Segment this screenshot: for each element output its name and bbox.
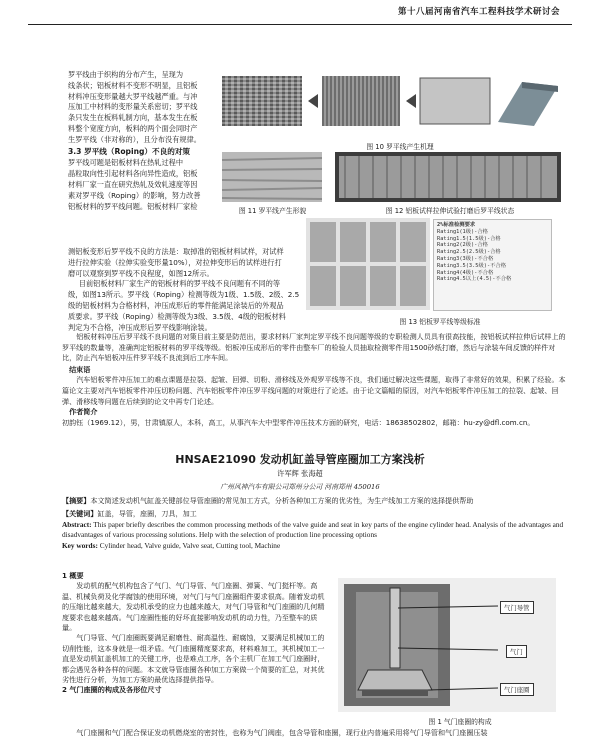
keywords-cn: 缸盖，导管，座圈，刀具，加工 xyxy=(97,508,197,518)
figure-10-illustration xyxy=(222,72,562,130)
text-line: 线条状；铝板材料不变形不明显，且铝板 xyxy=(68,80,198,90)
paper2-body-left xyxy=(62,571,330,696)
keywords-en: Cylinder head, Valve guide, Valve seat, Cutting tool, Machine xyxy=(99,540,281,550)
rating-line: Rating4(4级)-不合格 xyxy=(437,269,494,276)
figure-12-photo xyxy=(335,152,561,202)
text-line: 目前铝板材料厂家生产的铝板材料的罗平线不良问题有不同的等 xyxy=(78,279,281,289)
section-2-heading: 2 气门座圈的构成及各形位尺寸 xyxy=(62,685,162,695)
abstract-cn-label: 【摘要】 xyxy=(62,496,91,505)
author-intro-heading: 作者简介 xyxy=(69,407,98,417)
section-3-3-heading: 3.3 罗平线（Roping）不良的对策 xyxy=(68,146,190,156)
text-line: 级，如图13所示。罗平线（Roping）检测等级为1级、1.5级、2级、2.5 xyxy=(68,290,300,300)
paper2-abstract-block xyxy=(62,496,566,551)
text-line: 测铝板变形后罗平线不良的方法是：取掉准的铝板材料试样，对试样 xyxy=(68,247,284,256)
section-1-heading: 1 概要 xyxy=(62,571,84,580)
figure-11-photo xyxy=(222,152,322,202)
conclusion-heading: 结束语 xyxy=(69,364,91,374)
section-1-paragraph-2: 气门导管、气门座圈既要满足耐磨性、耐高温性、耐腐蚀，又要满足机械加工的切削性能，这本身就是一组矛盾。气门座圈精度要求高，材料难加工，其机械加工一直是发动机缸盖机加工的关键工序，也是难点工序，各个主机厂在加工气门座圈时，都会遇见各种各样的问题。本文就导管座圈各种加工方案做一个简要的汇总，对其优劣性进行分析，为加工方案的最优选择提供指导。 xyxy=(62,633,325,685)
text-line: 质要求。罗平线（Roping）检测等级为3级、3.5级、4级的铝板材料 xyxy=(68,311,286,321)
paper1-closing xyxy=(62,332,566,428)
text-line: 判定为不合格，冲压成形后罗平线影响涂装。 xyxy=(68,322,212,332)
tensile-specimens-image xyxy=(335,152,561,202)
section-1-paragraph-1: 发动机的配气机构包含了气门、气门导管、气门座圈、弹簧、气门挺杆等。高温、机械负荷及化学腐蚀的使用环境，对气门与气门座圈组件要求很高。随着发动机的压缩比越来越大，发动机承受的应力也越来越大，对气门导管和气门座圈的几何精度要求也越来越高。气门座圈性能的好坏直接影响发动机的动力性，乃至整车的质量。 xyxy=(62,581,325,633)
paper2-affiliation: 广州风神汽车有限公司郑州分公司 河南郑州 450016 xyxy=(220,483,380,491)
rating-line: Rating3(3级)-不合格 xyxy=(437,255,494,262)
conference-title: 第十八届河南省汽车工程科技学术研讨会 xyxy=(397,7,560,17)
rating-line: Rating2(2级)-合格 xyxy=(437,242,488,249)
paper1-wide-lines xyxy=(68,247,300,333)
text-line: 生罗平线（非对称的），且分布没有规律。 xyxy=(68,134,201,144)
rating-standard-box xyxy=(433,219,552,311)
text-line: 罗平线由于织构的分布产生，呈现为 xyxy=(68,70,184,79)
paper2-title: HNSAE21090 发动机缸盖导管座圈加工方案浅析 xyxy=(175,453,425,466)
section-2-paragraph-1: 气门座圈和气门配合保证发动机燃烧室的密封性，也称为气门阀座，包含导管和座圈，现行业内普遍采用将气门导管和气门座圈压装 xyxy=(76,728,488,737)
paragraph: 铝板材料冲压后罗平线不良问题的对策目前主要是防范出，要求材料厂家判定罗平线不良问题等级的专职检测人员具有很高技能，按铝板试样拉伸后试样上的罗平线的数量等，准确判定铝板材料的罗平线等级。铝板冲压成形后的零件由整车厂的检验人员抽取检测零件用1500砂纸打磨，然后与涂装车间反馈的样件对比，防止汽车铝板冲压件罗平线不良流到后工序车间。 xyxy=(62,332,566,363)
author-intro-text: 初韵钰（1969.12），男，甘肃镇原人，本科，高工，从事汽车大中型零件冲压技术方面的研究，电话：18638502802，邮箱：hu-zy@dfl.com.cn。 xyxy=(62,417,535,427)
text-line: 铝板材料的罗平线问题。铝板材料厂家检 xyxy=(68,201,198,211)
rating-samples-image xyxy=(306,218,430,310)
paper2-authors: 许军辉 张海超 xyxy=(277,469,323,478)
rating-line: Rating3.5(3.5级)-不合格 xyxy=(437,262,507,269)
paper1-left-column xyxy=(68,70,216,212)
keywords-cn-label: 【关键词】 xyxy=(62,508,98,518)
keywords-en-label: Key words: xyxy=(62,540,98,550)
text-line: 磨可以观察到罗平线不良程度，如图12所示。 xyxy=(68,268,214,278)
figure-13-caption: 图 13 铝板罗平线等级标准 xyxy=(399,318,481,326)
rating-line: Rating4.5以上(4.5)-不合格 xyxy=(437,276,512,283)
label-valve-guide: 气门导管 xyxy=(500,601,534,614)
text-line: 料整个宽度方向，板料的两个面会同时产 xyxy=(68,123,198,133)
conclusion-paragraph: 汽车铝板零件冲压加工的难点课题是拉裂、起皱、回弹、切粉、滑移线及外观罗平线等不良，我们通过解决这些课题，取得了非常好的效果，积累了经验。本篇论文主要对汽车铝板零件冲压切粉问题、汽车铝板零件冲压罗平线问题的对策进行了论述。由于论文篇幅的原因，对汽车铝板零件冲压加工的拉裂、起皱、回弹、滑移线等问题在后续到的论文中再专门论述。 xyxy=(62,375,566,406)
figure-12-caption: 图 12 铝板试样拉伸试验打磨后罗平线状态 xyxy=(385,207,515,215)
text-line: 晶粒取向性引起材料各向异性造成，铝板 xyxy=(68,169,198,179)
roping-surface-image xyxy=(222,152,322,202)
header-rule xyxy=(28,24,572,25)
figure-1-caption: 图 1 气门座圈的构成 xyxy=(428,718,492,726)
label-valve: 气门 xyxy=(506,645,527,658)
text-line: 罗平线可题是铝板材料在热轧过程中 xyxy=(68,158,184,168)
text-line: 素对罗平线（Roping）的影响，努力改善 xyxy=(68,190,201,200)
abstract-cn: 本文简述发动机气缸盖关键部位导管座圈的常见加工方式，分析各种加工方案的优劣性，为生产线加工方案的选择提供帮助 xyxy=(90,496,474,505)
text-line: 压加工中材料的变形量关系密切；罗平线 xyxy=(68,102,198,112)
text-line: 材料厂家一直在研究热轧及效轧速度等因 xyxy=(68,179,198,189)
rating-header: 2%标准检测要求 xyxy=(437,222,476,228)
text-line: 条只发生在板料轧制方向，基本发生在板 xyxy=(68,113,198,123)
text-line: 级的铝板材料为合格材料，冲压成形后的零件能满足涂装后的外观品 xyxy=(68,300,284,310)
rating-line: Rating2.5(2.5级)-合格 xyxy=(437,249,501,256)
text-line: 进行拉伸实验（拉伸实验变形量10%），对拉伸变形后的试样进行打 xyxy=(68,257,282,267)
rating-line: Rating1.5(1.5级)-合格 xyxy=(437,235,501,242)
figure-10-mechanism xyxy=(222,72,562,130)
figure-11-caption: 图 11 罗平线产生形貌 xyxy=(238,207,307,215)
text-line: 材料冲压变形量越大罗平线越严重。与冲 xyxy=(68,91,198,101)
abstract-en: This paper briefly describes the common processing methods of the valve guide and seat in key parts of the engine cylinder head. Analysis of the advantages and disadvantages of various processing solutions. Help with the selection of production line processing options xyxy=(62,520,564,540)
abstract-en-label: Abstract: xyxy=(62,520,92,530)
rating-line: Rating1(1级)-合格 xyxy=(437,228,488,235)
figure-13-samples xyxy=(306,218,430,310)
figure-10-caption: 图 10 罗平线产生机理 xyxy=(366,143,434,151)
label-valve-seat: 气门座圈 xyxy=(500,683,534,696)
